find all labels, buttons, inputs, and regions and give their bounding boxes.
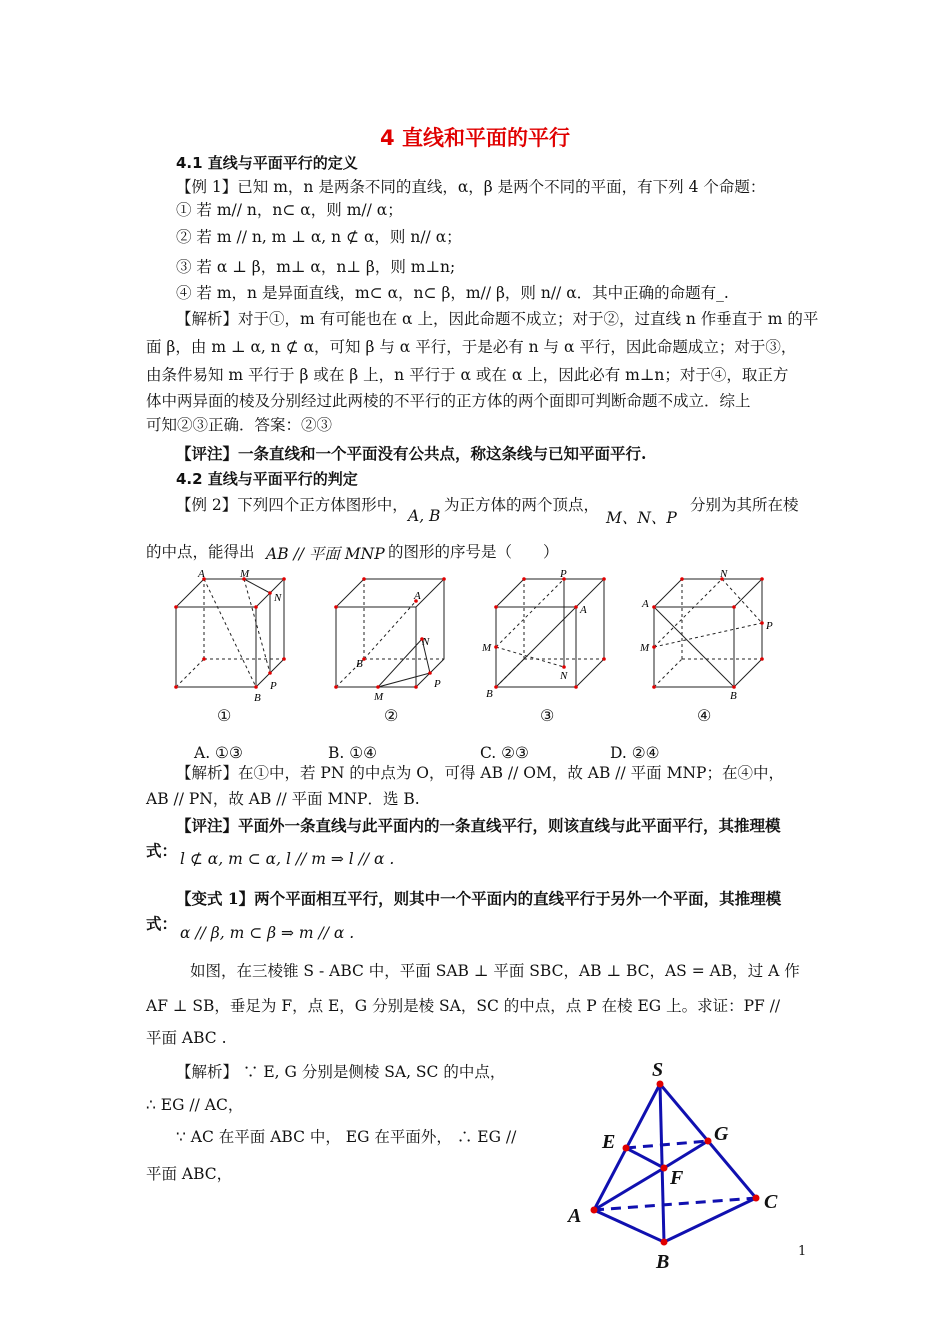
example-2-stem-c: 为正方体的两个顶点， [444, 496, 600, 514]
problem-line-2: AF ⊥ SB，垂足为 F，点 E，G 分别是棱 SA，SC 的中点，点 P 在棱 EG 上。求证：PF // [146, 997, 781, 1015]
label-m: M [640, 642, 650, 654]
label-n: N [720, 568, 728, 580]
label-b: B [730, 690, 737, 702]
example-2-ab: A, B [408, 507, 441, 525]
prop-1: ① 若 m// n，n⊂ α，则 m// α； [176, 201, 403, 219]
cube-figures [160, 565, 800, 705]
cube-figure-1 [174, 568, 286, 704]
answer-2-line-2: AB // PN，故 AB // 平面 MNP．选 B. [146, 790, 420, 808]
variant-1-line-1: 【变式 1】两个平面相互平行，则其中一个平面内的直线平行于另外一个平面，其推理模 [176, 889, 782, 908]
note-2-formula: l ⊄ α, m ⊂ α, l // m ⇒ l // α . [180, 850, 395, 868]
choice-c: C. ②③ [480, 744, 529, 762]
label-m: M [374, 691, 384, 703]
page-title: 4 直线和平面的平行 [380, 126, 570, 150]
label-b: B [254, 692, 261, 704]
figure-label-2: ② [384, 706, 399, 725]
cube-figure-2 [334, 577, 446, 703]
example-2-stem-a: 【例 2】下列四个正方体图形中， [176, 496, 408, 514]
note-2-line-2: 式： [146, 841, 178, 860]
label-p: P [560, 568, 567, 580]
label-p: P [270, 680, 277, 692]
solution-line-2: ∴ EG // AC， [146, 1096, 244, 1114]
label-a: A [580, 604, 587, 616]
prop-2: ② 若 m // n, m ⊥ α, n ⊄ α，则 n// α； [176, 228, 462, 246]
answer-2-line-1: 【解析】在①中，若 PN 的中点为 O，可得 AB // OM，故 AB // 平面 MNP；在④中， [176, 764, 784, 782]
pyramid-label-e: E [602, 1131, 616, 1153]
section-4-1: 4.1 直线与平面平行的定义 [176, 154, 358, 172]
label-b: B [356, 658, 363, 670]
prop-3: ③ 若 α ⊥ β，m⊥ α，n⊥ β，则 m⊥n; [176, 258, 456, 276]
pyramid-figure [560, 1052, 800, 1272]
variant-1-formula: α // β, m ⊂ β ⇒ m // α . [180, 924, 355, 942]
pyramid-label-g: G [714, 1123, 729, 1145]
figure-label-1: ① [217, 706, 232, 725]
pyramid-label-s: S [652, 1059, 664, 1081]
example-2-line2-c: 的图形的序号是（ ） [388, 543, 559, 561]
pyramid-label-f: F [670, 1167, 684, 1189]
solution-line-1: 【解析】 ∵ E, G 分别是侧棱 SA, SC 的中点， [176, 1063, 506, 1081]
variant-1-line-2: 式： [146, 914, 178, 933]
page-number: 1 [798, 1244, 807, 1259]
problem-line-3: 平面 ABC . [146, 1029, 227, 1047]
label-n: N [274, 592, 282, 604]
prop-4: ④ 若 m，n 是异面直线，m⊂ α，n⊂ β，m// β，则 n// α．其中正确的命题有_. [176, 284, 729, 302]
choice-b: B. ①④ [328, 744, 378, 762]
solution-line-3: ∵ AC 在平面 ABC 中， EG 在平面外， ∴ EG // [176, 1128, 517, 1146]
pyramid-label-a: A [568, 1205, 582, 1227]
solution-line-4: 平面 ABC， [146, 1165, 233, 1183]
figure-label-4: ④ [697, 706, 712, 725]
example-2-stem-e: 分别为其所在棱 [690, 496, 799, 514]
label-a: A [642, 598, 649, 610]
pyramid-label-c: C [764, 1191, 778, 1213]
example-1-stem: 【例 1】已知 m，n 是两条不同的直线，α，β 是两个不同的平面，有下列 4 个命题： [176, 178, 766, 196]
answer-1-line-1: 【解析】对于①，m 有可能也在 α 上，因此命题不成立；对于②，过直线 n 作垂直于 m 的平 [176, 310, 819, 328]
example-2-line2-b: AB // 平面 MNP [266, 545, 385, 563]
figure-label-3: ③ [540, 706, 555, 725]
choice-d: D. ②④ [610, 744, 660, 762]
answer-1-line-5: 可知②③正确．答案：②③ [146, 416, 333, 434]
answer-1-line-4: 体中两异面的棱及分别经过此两棱的不平行的正方体的两个面即可判断命题不成立．综上 [146, 392, 751, 410]
label-a: A [414, 590, 421, 602]
label-m: M [240, 568, 250, 580]
section-4-2: 4.2 直线与平面平行的判定 [176, 470, 358, 488]
pyramid-label-b: B [656, 1251, 670, 1272]
answer-1-line-2: 面 β，由 m ⊥ α, n ⊄ α，可知 β 与 α 平行，于是必有 n 与 α 平行，因此命题成立；对于③， [146, 338, 797, 356]
label-b: B [486, 688, 493, 700]
label-n: N [422, 636, 430, 648]
cube-figure-4 [639, 568, 773, 702]
example-2-mnp: M、N、P [606, 509, 677, 527]
label-p: P [434, 678, 441, 690]
note-2-line-1: 【评注】平面外一条直线与此平面内的一条直线平行，则该直线与此平面平行，其推理模 [176, 816, 781, 835]
label-a: A [198, 568, 205, 580]
label-m: M [482, 642, 492, 654]
cube-figure-3 [481, 568, 606, 700]
problem-line-1: 如图，在三棱锥 S - ABC 中，平面 SAB ⊥ 平面 SBC，AB ⊥ BC，AS = AB，过 A 作 [190, 962, 800, 980]
choice-a: A. ①③ [194, 744, 243, 762]
answer-1-line-3: 由条件易知 m 平行于 β 或在 β 上，n 平行于 α 或在 α 上，因此必有 m⊥n；对于④，取正方 [146, 366, 789, 384]
example-2-line2-a: 的中点，能得出 [146, 543, 255, 561]
label-n: N [560, 670, 568, 682]
note-1: 【评注】一条直线和一个平面没有公共点，称这条线与已知平面平行. [176, 444, 647, 463]
label-p: P [766, 620, 773, 632]
